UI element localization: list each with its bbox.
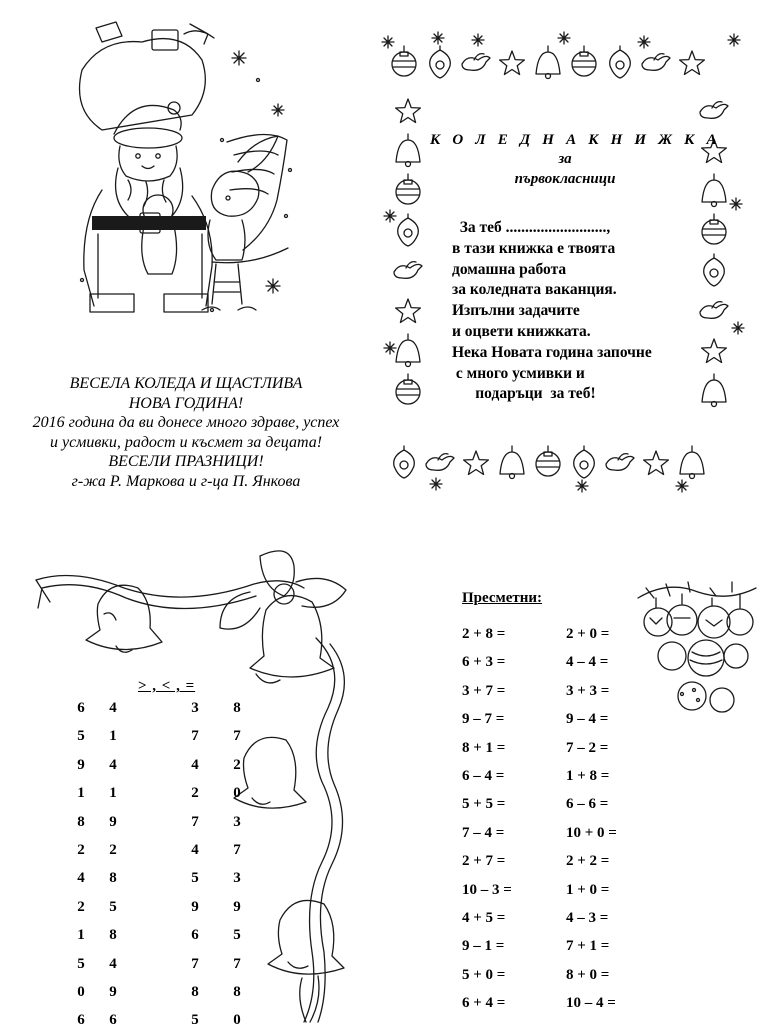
compare-number: 4: [109, 955, 117, 972]
compare-number: 6: [77, 1012, 85, 1029]
compare-number: 1: [77, 785, 85, 802]
calc-exercise: 4 – 4 =: [566, 654, 609, 671]
compare-number: 4: [191, 756, 199, 773]
compare-number: 1: [109, 785, 117, 802]
compare-number: 6: [109, 1012, 117, 1029]
compare-number: 8: [233, 700, 241, 716]
compare-number: 2: [109, 842, 117, 858]
compare-number: 9: [109, 984, 117, 1000]
compare-number: 7: [191, 728, 199, 745]
santa-claus-illustration-icon: [62, 20, 302, 332]
book-title: К О Л Е Д Н А К Н И Ж К А: [430, 132, 721, 148]
calc-exercise: 2 + 2 =: [566, 853, 610, 870]
compare-number: 2: [77, 898, 85, 915]
calc-exercise: 2 + 0 =: [566, 626, 610, 642]
intro-line: за коледната ваканция.: [452, 281, 617, 299]
intro-line: подаръци за теб!: [452, 385, 596, 403]
greeting-line: ВЕСЕЛА КОЛЕДА И ЩАСТЛИВА: [69, 375, 303, 392]
intro-line: Изпълни задачите: [452, 302, 580, 320]
compare-number: 9: [233, 898, 241, 915]
compare-number: 9: [109, 813, 117, 830]
calc-exercise: 8 + 0 =: [566, 966, 610, 983]
calc-exercise: 6 – 4 =: [462, 768, 505, 784]
compare-number: 8: [109, 927, 117, 944]
compare-number: 8: [191, 984, 199, 1000]
intro-line: с много усмивки и: [452, 364, 585, 382]
compare-number: 3: [191, 700, 199, 716]
compare-number: 8: [77, 813, 85, 830]
calc-exercise: 1 + 0 =: [566, 881, 610, 898]
calc-exercise: 5 + 5 =: [462, 796, 506, 813]
compare-number: 5: [191, 870, 199, 887]
compare-number: 2: [233, 756, 241, 773]
calc-exercise: 7 + 1 =: [566, 938, 610, 955]
greeting-text: [0, 374, 372, 492]
greeting-signature: г-жа Р. Маркова и г-ца П. Янкова: [71, 472, 301, 490]
calc-exercise: 8 + 1 =: [462, 739, 506, 756]
compare-number: 4: [191, 842, 199, 858]
compare-number: 7: [191, 955, 199, 972]
intro-line: За теб ..........................,: [452, 219, 611, 236]
compare-number: 8: [233, 984, 241, 1000]
compare-number: 7: [233, 728, 241, 745]
greeting-line: ВЕСЕЛИ ПРАЗНИЦИ!: [108, 453, 264, 471]
compare-number: 0: [233, 785, 241, 802]
compare-number: 8: [109, 870, 117, 887]
calc-exercise: 10 + 0 =: [566, 824, 617, 841]
greeting-line: 2016 година да ви донесе много здраве, успех: [32, 414, 340, 432]
calc-exercise: 4 + 5 =: [462, 910, 506, 926]
compare-number: 3: [233, 870, 241, 887]
compare-number: 5: [233, 927, 241, 944]
compare-number: 5: [77, 955, 85, 972]
intro-line: домашна работа: [452, 260, 567, 278]
calc-exercise: 2 + 8 =: [462, 626, 506, 642]
compare-number: 2: [191, 785, 199, 802]
compare-number: 4: [109, 700, 117, 716]
book-subtitle-for: за: [558, 151, 572, 167]
calc-exercise: 9 – 4 =: [566, 711, 609, 728]
calc-exercise: 5 + 0 =: [462, 966, 506, 983]
intro-line: и оцвети книжката.: [452, 322, 591, 340]
calc-exercise: 7 – 2 =: [566, 739, 609, 756]
compare-number: 5: [109, 898, 117, 915]
calc-exercise: 9 – 7 =: [462, 711, 505, 728]
compare-number: 1: [77, 927, 85, 944]
calc-exercise: 6 + 4 =: [462, 995, 506, 1012]
calc-exercise: 10 – 3 =: [462, 881, 512, 898]
book-subtitle-grade: първокласници: [514, 171, 616, 187]
compare-number: 7: [233, 955, 241, 972]
calc-section-title: Пресметни:: [462, 590, 543, 606]
compare-number: 5: [191, 1012, 199, 1029]
compare-number: 3: [233, 813, 241, 830]
compare-number: 0: [77, 984, 85, 1000]
calc-exercise: 10 – 4 =: [566, 995, 616, 1012]
greeting-line: и усмивки, радост и късмет за децата!: [49, 433, 323, 451]
compare-number: 7: [191, 813, 199, 830]
greeting-line: НОВА ГОДИНА!: [128, 394, 244, 412]
calc-exercise: 2 + 7 =: [462, 853, 506, 870]
calc-exercise: 6 + 3 =: [462, 654, 506, 671]
compare-number: 6: [77, 700, 85, 716]
book-title-block: [430, 132, 721, 189]
compare-number: 1: [109, 728, 117, 745]
compare-number: 9: [77, 756, 85, 773]
calc-exercise: 7 – 4 =: [462, 824, 505, 841]
compare-number: 5: [77, 728, 85, 745]
calc-exercise: 3 + 7 =: [462, 682, 506, 699]
compare-number: 2: [77, 842, 85, 858]
intro-line: в тази книжка е твоята: [452, 239, 616, 257]
compare-number: 0: [233, 1012, 241, 1029]
book-intro-text: [452, 218, 702, 405]
compare-number: 4: [109, 756, 117, 773]
christmas-ornaments-illustration-icon: [636, 578, 758, 722]
compare-section-title: > , < , =: [138, 678, 196, 694]
calc-exercise: 4 – 3 =: [566, 910, 609, 926]
calc-exercise: 6 – 6 =: [566, 796, 609, 813]
compare-number: 4: [77, 870, 85, 887]
intro-line: Нека Новата година започне: [452, 343, 652, 361]
compare-number: 6: [191, 927, 199, 944]
compare-number: 7: [233, 842, 241, 858]
calc-exercise: 3 + 3 =: [566, 682, 610, 699]
calc-exercise: 9 – 1 =: [462, 938, 505, 955]
calc-exercise: 1 + 8 =: [566, 768, 610, 784]
compare-number: 9: [191, 898, 199, 915]
